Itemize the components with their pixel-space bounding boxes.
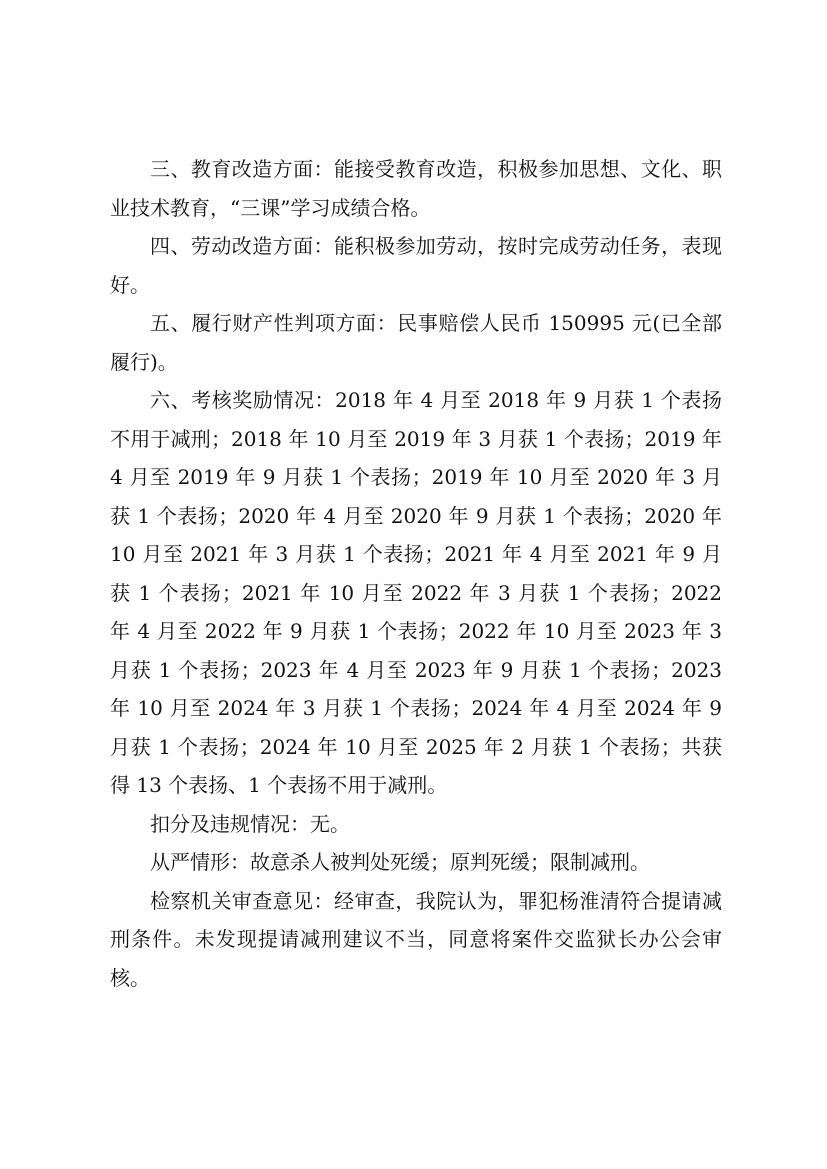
paragraph-property-judgment: 五、履行财产性判项方面：民事赔偿人民币 150995 元(已全部履行)。 — [110, 311, 722, 374]
paragraph-education-reform: 三、教育改造方面：能接受教育改造，积极参加思想、文化、职业技术教育，“三课”学习成绩合格。 — [110, 157, 722, 220]
paragraph-procuratorate-opinion: 检察机关审查意见：经审查，我院认为，罪犯杨淮清符合提请减刑条件。未发现提请减刑建议不当，同意将案件交监狱长办公会审核。 — [110, 888, 722, 990]
paragraph-labor-reform: 四、劳动改造方面：能积极参加劳动，按时完成劳动任务，表现好。 — [110, 234, 722, 297]
document-body — [110, 150, 722, 997]
paragraph-rewards: 六、考核奖励情况：2018 年 4 月至 2018 年 9 月获 1 个表扬不用于减刑；2018 年 10 月至 2019 年 3 月获 1 个表扬；2019 年 4 月至 2019 年 9 月获 1 个表扬；2019 年 10 月至 2020 年 3 月获 1 个表扬；2020 年 4 月至 2020 年 9 月获 1 个表扬；2020 年 10 月至 2021 年 3 月获 1 个表扬；2021 年 4 月至 2021 年 9 月获 1 个表扬；2021 年 10 月至 2022 年 3 月获 1 个表扬；2022 年 4 月至 2022 年 9 月获 1 个表扬；2022 年 10 月至 2023 年 3 月获 1 个表扬；2023 年 4 月至 2023 年 9 月获 1 个表扬；2023 年 10 月至 2024 年 3 月获 1 个表扬；2024 年 4 月至 2024 年 9 月获 1 个表扬；2024 年 10 月至 2025 年 2 月获 1 个表扬；共获得 13 个表扬、1 个表扬不用于减刑。 — [110, 388, 722, 797]
paragraph-violations: 扣分及违规情况：无。 — [150, 811, 350, 836]
paragraph-strict-circumstances: 从严情形：故意杀人被判处死缓；原判死缓；限制减刑。 — [150, 850, 650, 874]
